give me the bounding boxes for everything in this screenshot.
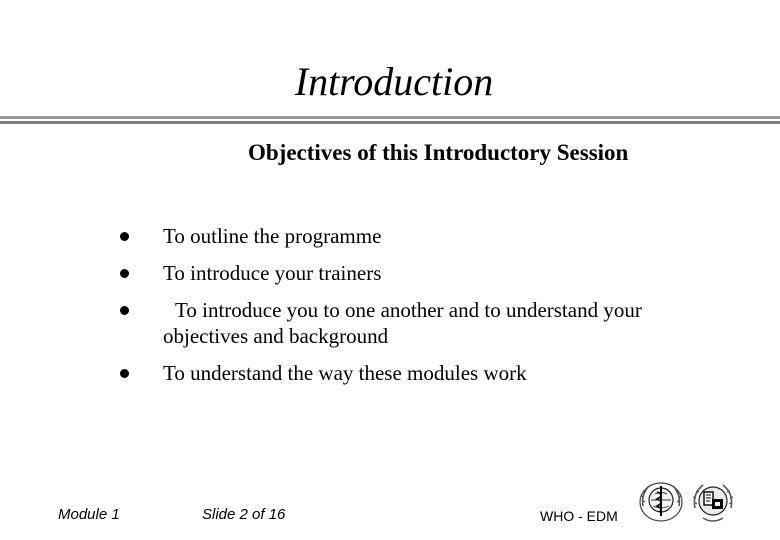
bullet-text: To outline the programme	[163, 224, 382, 248]
footer-slide-number: Slide 2 of 16	[202, 506, 286, 523]
bullet-dot-icon	[120, 306, 129, 315]
bullet-dot-icon	[120, 269, 129, 278]
slide-subtitle: Objectives of this Introductory Session	[248, 140, 629, 165]
bullet-dot-icon	[120, 369, 129, 378]
bullet-text: To introduce you to one another and to understand your objectives and background	[163, 298, 642, 348]
who-emblem-icon	[637, 480, 685, 524]
bullet-dot-icon	[120, 232, 129, 241]
bullet-text: To introduce your trainers	[163, 261, 382, 285]
un-emblem-icon	[689, 480, 737, 524]
footer-organisation: WHO - EDM	[540, 508, 618, 524]
footer-module: Module 1	[58, 506, 120, 523]
bullet-text: To understand the way these modules work	[163, 361, 527, 385]
title-divider-bottom	[0, 121, 780, 124]
title-divider-top	[0, 116, 780, 119]
slide-title: Introduction	[294, 59, 494, 104]
